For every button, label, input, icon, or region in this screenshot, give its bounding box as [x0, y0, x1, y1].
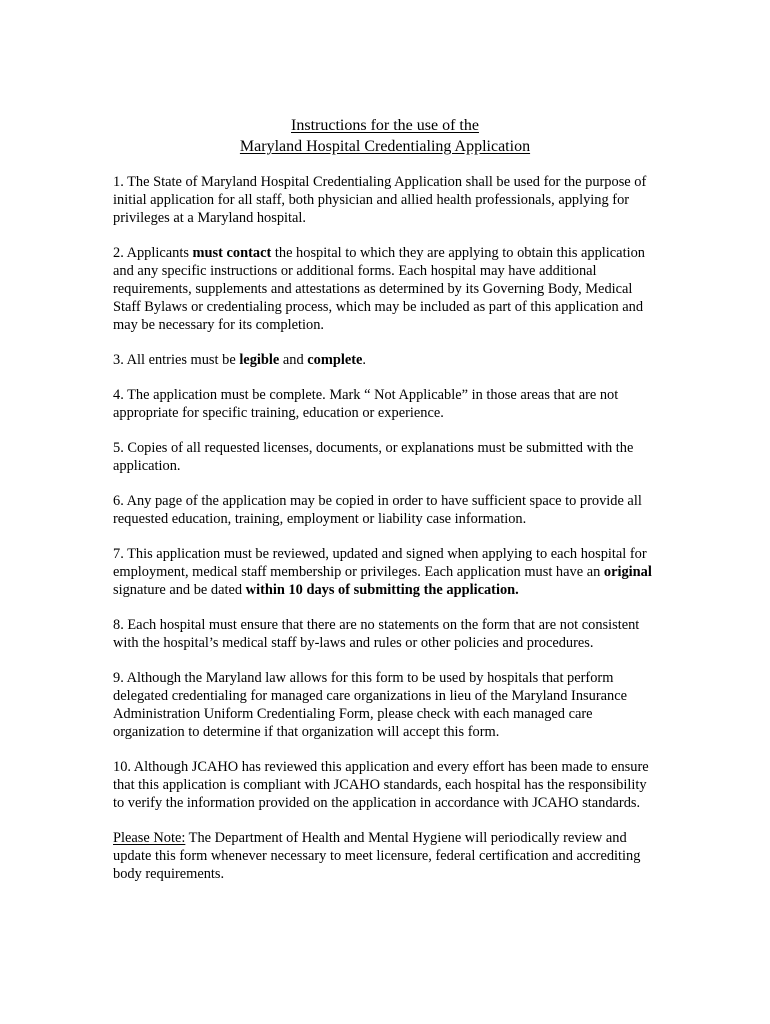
instruction-item-5: 5. Copies of all requested licenses, documents, or explanations must be submitted with the application. [113, 440, 634, 474]
instruction-item-4: 4. The application must be complete. Mark “ Not Applicable” in those areas that are not appropriate for specific training, education or experience. [113, 387, 619, 421]
instruction-item-3: 3. All entries must be legible and complete. [113, 352, 367, 368]
document-title-line-1: Instructions for the use of the [291, 117, 479, 134]
please-note [113, 829, 661, 883]
instruction-item-1: 1. The State of Maryland Hospital Credentialing Application shall be used for the purpose of initial application for all staff, both physician and allied health professionals, applying for privileges at a Maryland hospital. [113, 174, 647, 226]
document-title-line-2: Maryland Hospital Credentialing Application [239, 138, 531, 155]
instruction-item-7: 7. This application must be reviewed, updated and signed when applying to each hospital for employment, medical staff membership or privileges. Each application must have an original signature and be dated within 10 days of submitting the application. [113, 546, 652, 598]
please-note-label: Please Note: [113, 830, 186, 846]
instruction-item-6: 6. Any page of the application may be copied in order to have sufficient space to provide all requested education, training, employment or liability case information. [113, 493, 642, 527]
instruction-item-8: 8. Each hospital must ensure that there are no statements on the form that are not consistent with the hospital’s medical staff by-laws and rules or other policies and procedures. [113, 617, 640, 651]
please-note-text: The Department of Health and Mental Hygiene will periodically review and update this form whenever necessary to meet licensure, federal certification and accrediting body requirements. [113, 830, 641, 882]
instruction-item-10: 10. Although JCAHO has reviewed this application and every effort has been made to ensure that this application is compliant with JCAHO standards, each hospital has the responsibility to verify the information provided on the application in accordance with JCAHO standards. [113, 759, 649, 811]
instruction-item-9: 9. Although the Maryland law allows for this form to be used by hospitals that perform delegated credentialing for managed care organizations in lieu of the Maryland Insurance Administration Uniform Credentialing Form, please check with each managed care organization to determine if that organization will accept this form. [113, 670, 627, 740]
instruction-item-2: 2. Applicants must contact the hospital to which they are applying to obtain this application and any specific instructions or additional forms. Each hospital may have additional requirements, supplements and attestations as determined by its Governing Body, Medical Staff Bylaws or credentialing process, which may be included as part of this application and may be necessary for its completion. [113, 245, 645, 333]
instructions-body [113, 173, 661, 883]
